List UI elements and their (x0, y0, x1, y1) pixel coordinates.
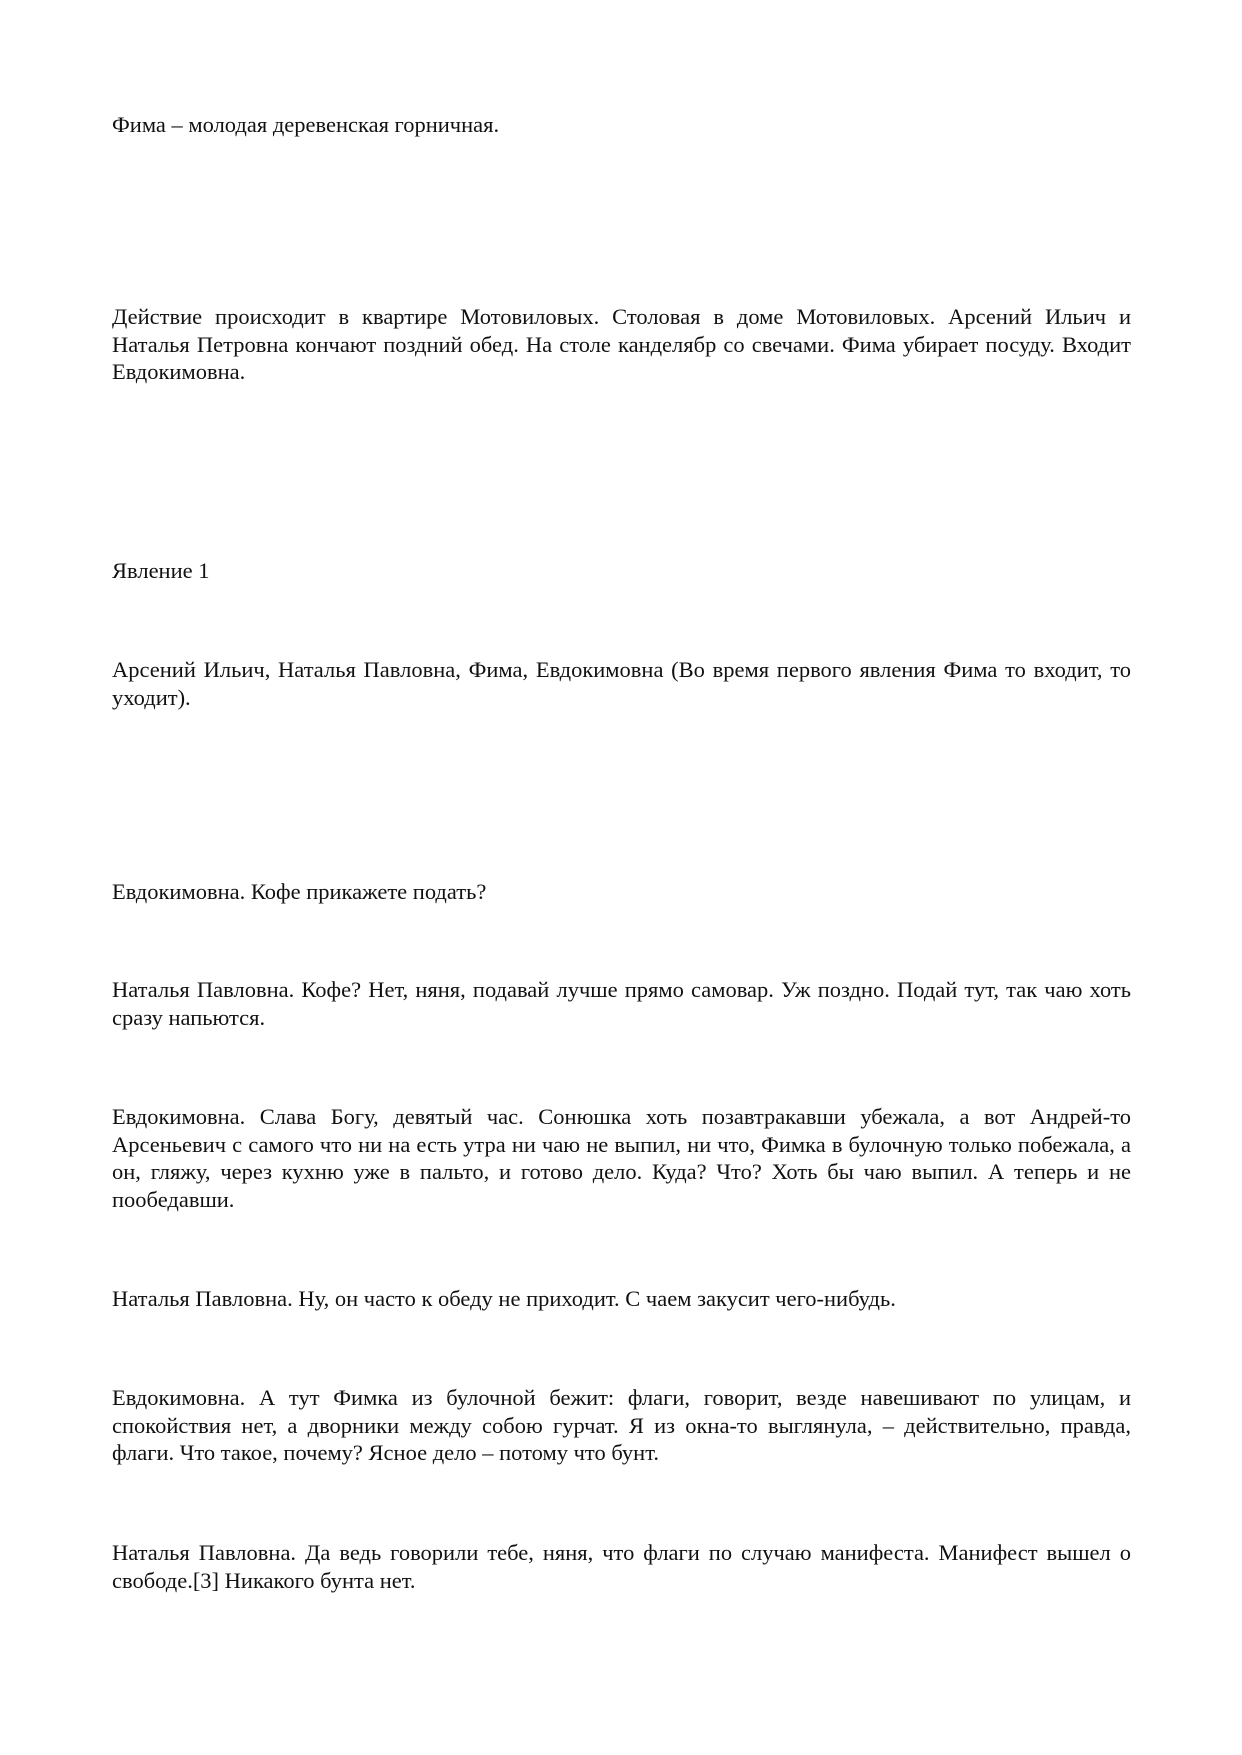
scene-characters: Арсений Ильич, Наталья Павловна, Фима, Евдокимовна (Во время первого явления Фима то входит, то уходит). (112, 657, 1131, 710)
dialogue-line: Наталья Павловна. Да ведь говорили тебе, няня, что флаги по случаю манифеста. Манифест вышел о свободе.[3] Никакого бунта нет. (112, 1540, 1131, 1593)
dialogue-line: Евдокимовна. Кофе прикажете подать? (112, 879, 487, 904)
stage-direction-setting: Действие происходит в квартире Мотовиловых. Столовая в доме Мотовиловых. Арсений Ильич и Наталья Петровна кончают поздний обед. На столе канделябр со свечами. Фима убирает посуду. Входит Евдокимовна. (112, 304, 1131, 384)
dialogue-line: Евдокимовна. Слава Богу, девятый час. Сонюшка хоть позавтракавши убежала, а вот Андрей-то Арсеньевич с самого что ни на есть утра ни чаю не выпил, ни что, Фимка в булочную только побежала, а он, гляжу, через кухню уже в пальто, и готово дело. Куда? Что? Хоть бы чаю выпил. А теперь и не пообедавши. (112, 1104, 1131, 1212)
scene-heading: Явление 1 (112, 558, 210, 583)
dialogue-line: Наталья Павловна. Кофе? Нет, няня, подавай лучше прямо самовар. Уж поздно. Подай тут, так чаю хоть сразу напьются. (112, 977, 1131, 1030)
dialogue-line: Евдокимовна. А тут Фимка из булочной бежит: флаги, говорит, везде навешивают по улицам, и спокойствия нет, а дворники между собою гурчат. Я из окна-то выглянула, – действительно, правда, флаги. Что такое, почему? Ясное дело – потому что бунт. (112, 1385, 1131, 1465)
dialogue-line: Наталья Павловна. Ну, он часто к обеду не приходит. С чаем закусит чего-нибудь. (112, 1286, 896, 1311)
character-note-fima: Фима – молодая деревенская горничная. (112, 112, 500, 137)
